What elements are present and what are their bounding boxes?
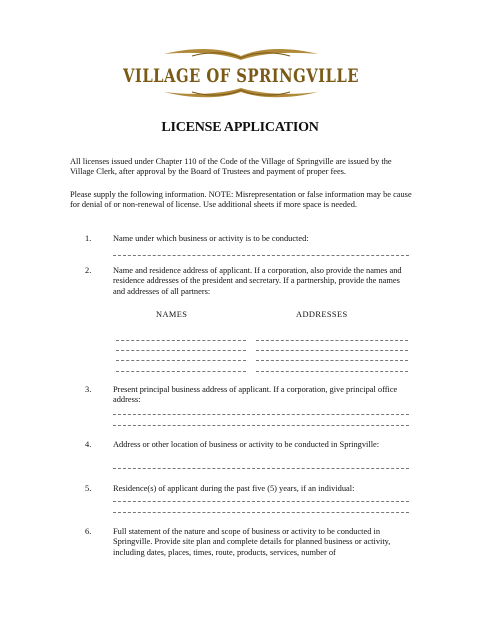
answer-line-4[interactable] (113, 468, 409, 469)
question-text: Present principal business address of applicant. If a corporation, give principal office address: (113, 385, 398, 405)
answer-line-5[interactable] (113, 501, 409, 502)
question-number: 5. (85, 484, 92, 493)
partner-name-line[interactable] (116, 340, 246, 341)
partner-address-line[interactable] (256, 360, 408, 361)
answer-line-5[interactable] (113, 512, 409, 513)
question-text: Name under which business or activity is to be conducted: (113, 234, 309, 243)
question-number: 1. (85, 234, 92, 243)
page-title: LICENSE APPLICATION (161, 120, 319, 135)
partner-address-line[interactable] (256, 340, 408, 341)
logo-wordmark: VILLAGE OF SPRINGVILLE (122, 65, 359, 87)
question-text: Full statement of the nature and scope of business or activity to be conducted in Springville. Provide site plan and complete details for planned business or activity, including dates, places, times, route, products, services, number of (113, 527, 391, 557)
partner-address-line[interactable] (256, 350, 408, 351)
intro-paragraph: All licenses issued under Chapter 110 of the Code of the Village of Springville are issued by the Village Clerk, after approval by the Board of Trustees and payment of proper fees. (70, 157, 392, 177)
village-logo (118, 42, 364, 100)
answer-line-1[interactable] (113, 255, 409, 256)
question-number: 6. (85, 527, 92, 536)
addresses-column-header: ADDRESSES (296, 310, 348, 319)
question-number: 2. (85, 266, 92, 275)
names-column-header: NAMES (156, 310, 188, 319)
answer-line-3[interactable] (113, 414, 409, 415)
question-number: 4. (85, 440, 92, 449)
question-text: Residence(s) of applicant during the past five (5) years, if an individual: (113, 484, 355, 493)
answer-line-3[interactable] (113, 425, 409, 426)
question-number: 3. (85, 385, 92, 394)
partner-address-line[interactable] (256, 371, 408, 372)
note-paragraph: Please supply the following information. NOTE: Misrepresentation or false information may be cause for denial of or non-renewal of license. Use additional sheets if more space is needed. (70, 190, 412, 210)
partner-name-line[interactable] (116, 350, 246, 351)
partner-name-line[interactable] (116, 360, 246, 361)
question-text: Address or other location of business or activity to be conducted in Springville: (113, 440, 380, 449)
question-text: Name and residence address of applicant. If a corporation, also provide the names and residence addresses of the president and secretary. If a partnership, provide the names and addresses of all partners: (113, 266, 402, 296)
partner-name-line[interactable] (116, 371, 246, 372)
